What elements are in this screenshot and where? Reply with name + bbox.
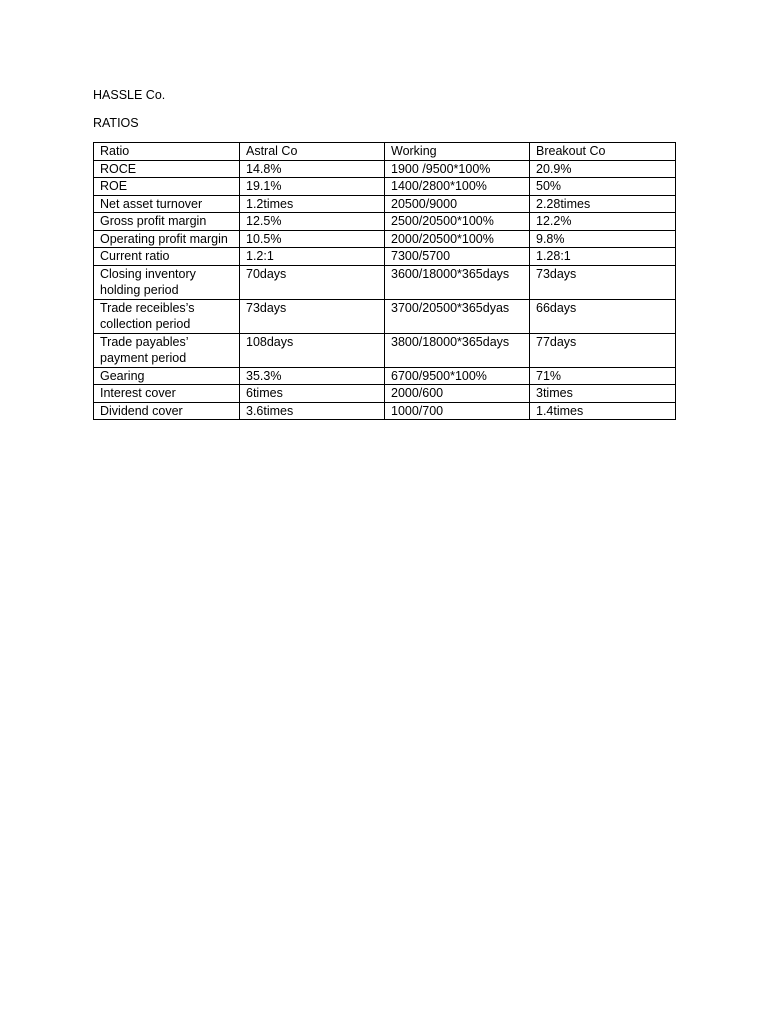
table-row [94, 160, 676, 178]
header-cell-astral-co: Astral Co [240, 143, 385, 161]
table-row [94, 195, 676, 213]
breakout-co-cell: 2.28times [530, 195, 676, 213]
table-row [94, 230, 676, 248]
header-cell-breakout-co: Breakout Co [530, 143, 676, 161]
astral-co-cell: 6times [240, 385, 385, 403]
breakout-co-cell: 77days [530, 333, 676, 367]
breakout-co-cell: 12.2% [530, 213, 676, 231]
astral-co-cell: 14.8% [240, 160, 385, 178]
working-cell: 7300/5700 [385, 248, 530, 266]
ratio-name-cell: Dividend cover [94, 402, 240, 420]
ratio-name-cell: Gross profit margin [94, 213, 240, 231]
breakout-co-cell: 3times [530, 385, 676, 403]
table-header-row [94, 143, 676, 161]
astral-co-cell: 108days [240, 333, 385, 367]
table-row [94, 178, 676, 196]
table-row [94, 299, 676, 333]
breakout-co-cell: 73days [530, 265, 676, 299]
breakout-co-cell: 1.28:1 [530, 248, 676, 266]
working-cell: 2500/20500*100% [385, 213, 530, 231]
header-cell-ratio: Ratio [94, 143, 240, 161]
ratio-name-cell: Trade receibles’s collection period [94, 299, 240, 333]
astral-co-cell: 1.2:1 [240, 248, 385, 266]
working-cell: 1400/2800*100% [385, 178, 530, 196]
working-cell: 3800/18000*365days [385, 333, 530, 367]
table-row [94, 248, 676, 266]
working-cell: 2000/20500*100% [385, 230, 530, 248]
astral-co-cell: 19.1% [240, 178, 385, 196]
working-cell: 3600/18000*365days [385, 265, 530, 299]
astral-co-cell: 35.3% [240, 367, 385, 385]
astral-co-cell: 1.2times [240, 195, 385, 213]
table-row [94, 265, 676, 299]
table-row [94, 402, 676, 420]
astral-co-cell: 3.6times [240, 402, 385, 420]
astral-co-cell: 73days [240, 299, 385, 333]
astral-co-cell: 10.5% [240, 230, 385, 248]
working-cell: 1900 /9500*100% [385, 160, 530, 178]
company-name: HASSLE Co. [93, 88, 166, 102]
astral-co-cell: 12.5% [240, 213, 385, 231]
ratio-name-cell: Closing inventory holding period [94, 265, 240, 299]
ratio-name-cell: ROCE [94, 160, 240, 178]
ratios-table-body [94, 143, 676, 420]
breakout-co-cell: 71% [530, 367, 676, 385]
ratio-name-cell: Gearing [94, 367, 240, 385]
ratio-name-cell: ROE [94, 178, 240, 196]
ratio-name-cell: Net asset turnover [94, 195, 240, 213]
ratio-name-cell: Current ratio [94, 248, 240, 266]
ratio-name-cell: Operating profit margin [94, 230, 240, 248]
breakout-co-cell: 20.9% [530, 160, 676, 178]
header-cell-working: Working [385, 143, 530, 161]
astral-co-cell: 70days [240, 265, 385, 299]
breakout-co-cell: 1.4times [530, 402, 676, 420]
working-cell: 6700/9500*100% [385, 367, 530, 385]
table-row [94, 367, 676, 385]
ratio-name-cell: Interest cover [94, 385, 240, 403]
working-cell: 2000/600 [385, 385, 530, 403]
breakout-co-cell: 50% [530, 178, 676, 196]
section-title: RATIOS [93, 116, 139, 130]
table-row [94, 385, 676, 403]
breakout-co-cell: 9.8% [530, 230, 676, 248]
table-row [94, 213, 676, 231]
table-row [94, 333, 676, 367]
breakout-co-cell: 66days [530, 299, 676, 333]
working-cell: 1000/700 [385, 402, 530, 420]
ratios-table [93, 142, 676, 420]
working-cell: 3700/20500*365dyas [385, 299, 530, 333]
ratio-name-cell: Trade payables’ payment period [94, 333, 240, 367]
working-cell: 20500/9000 [385, 195, 530, 213]
